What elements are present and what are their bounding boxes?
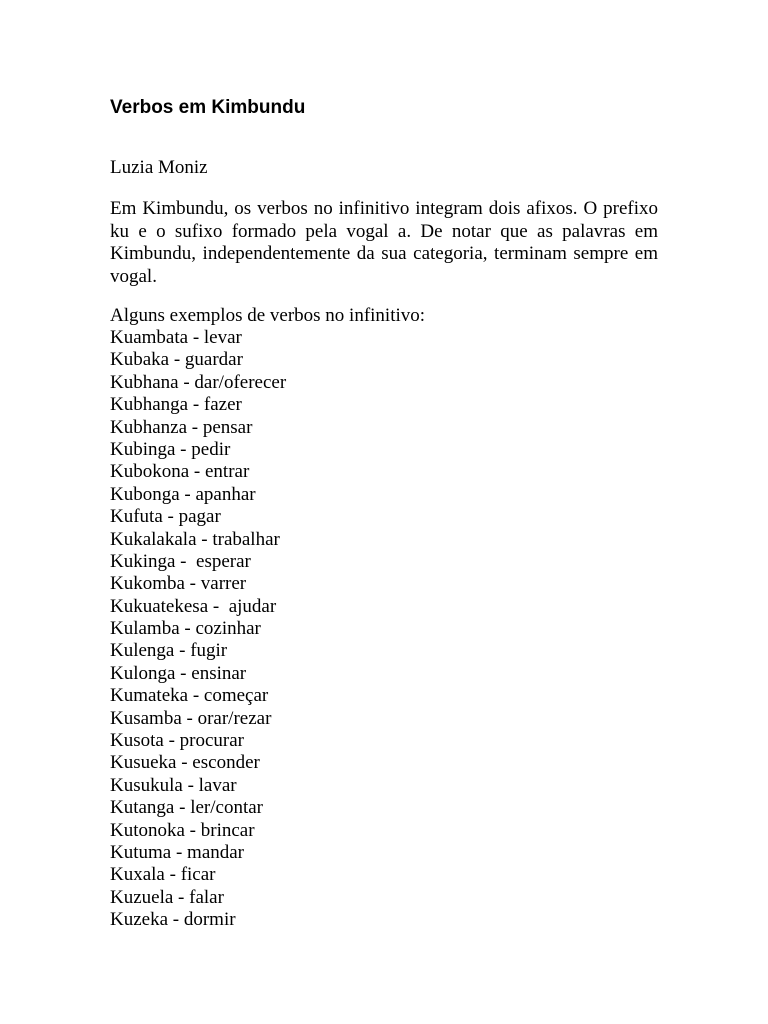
intro-paragraph: Em Kimbundu, os verbos no infinitivo integram dois afixos. O prefixo ku e o sufixo formado pela vogal a. De notar que as palavras em Kimbundu, independentemente da sua categoria, terminam sempre em vogal. xyxy=(110,198,658,287)
list-item: Kukalakala - trabalhar xyxy=(110,528,280,550)
list-item: Kusueka - esconder xyxy=(110,752,260,774)
list-item: Kufuta - pagar xyxy=(110,506,221,528)
list-item: Kuxala - ficar xyxy=(110,864,216,886)
author-name: Luzia Moniz xyxy=(110,157,208,178)
list-item: Kubokona - entrar xyxy=(110,461,250,483)
list-item: Kuzeka - dormir xyxy=(110,909,236,931)
verb-list xyxy=(110,327,286,932)
list-item: Kumateka - começar xyxy=(110,685,269,707)
list-item: Kutuma - mandar xyxy=(110,841,245,863)
list-item: Kuambata - levar xyxy=(110,327,242,348)
list-item: Kubhana - dar/oferecer xyxy=(110,371,287,393)
list-item: Kubinga - pedir xyxy=(110,438,231,460)
list-item: Kukomba - varrer xyxy=(110,573,247,595)
list-item: Kubaka - guardar xyxy=(110,349,243,371)
list-item: Kulamba - cozinhar xyxy=(110,618,261,640)
examples-heading: Alguns exemplos de verbos no infinitivo: xyxy=(110,305,426,326)
list-item: Kutanga - ler/contar xyxy=(110,797,263,819)
list-item: Kubonga - apanhar xyxy=(110,483,256,505)
list-item: Kubhanga - fazer xyxy=(110,394,242,416)
list-item: Kusota - procurar xyxy=(110,730,245,752)
list-item: Kuzuela - falar xyxy=(110,886,224,908)
list-item: Kusamba - orar/rezar xyxy=(110,707,272,729)
document-title: Verbos em Kimbundu xyxy=(110,97,306,118)
list-item: Kulonga - ensinar xyxy=(110,662,247,684)
list-item: Kutonoka - brincar xyxy=(110,819,255,841)
list-item: Kulenga - fugir xyxy=(110,640,228,662)
list-item: Kukinga - esperar xyxy=(110,550,251,572)
list-item: Kubhanza - pensar xyxy=(110,416,253,438)
list-item: Kusukula - lavar xyxy=(110,774,237,796)
list-item: Kukuatekesa - ajudar xyxy=(110,595,277,617)
